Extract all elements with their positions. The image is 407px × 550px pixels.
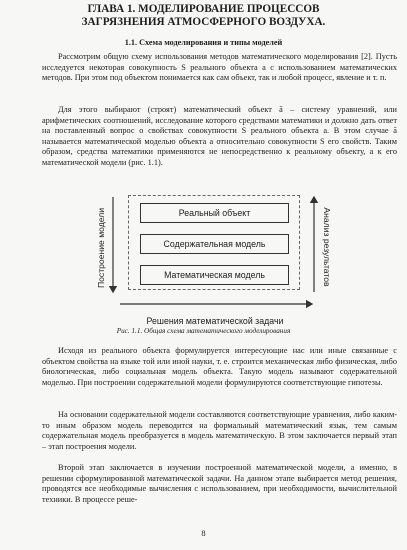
paragraph-2: Для этого выбирают (строят) математический объект ā – систему уравнений, или арифметических соотношений, исследование которого средствами математики и должно дать ответ на поставленный вопрос о свойствах совокупности S реального объекта a. В этом случае ā называется математической моделью объекта a относительно совокупности S его свойств. Таким образом, средства математики применяются не непосредственно к реальному объекту, а к его математической модели (рис. 1.1). <box>42 105 397 167</box>
box-content-model: Содержательная модель <box>140 234 289 254</box>
box-real-object: Реальный объект <box>140 203 289 223</box>
box-math-model: Математическая модель <box>140 265 289 285</box>
page-number: 8 <box>201 528 206 538</box>
bottom-label: Решения математической задачи <box>146 316 284 326</box>
figure-caption: Рис. 1.1. Общая схема математического моделирования <box>116 327 291 335</box>
right-label: Анализ результатов <box>322 207 332 287</box>
left-label: Построение модели <box>96 207 106 289</box>
section-title: 1.1. Схема моделирования и типы моделей <box>124 38 283 47</box>
chapter-title: ГЛАВА 1. МОДЕЛИРОВАНИЕ ПРОЦЕССОВ ЗАГРЯЗНЕНИЯ АТМОСФЕРНОГО ВОЗДУХА. <box>81 3 326 28</box>
paragraph-1: Рассмотрим общую схему использования методов математического моделирования [2]. Пусть исследуется некоторая совокупность S реального объекта a с использованием математических методов. При этом под объектом понимается как сам объект, так и любой процесс, явление и т. п. <box>42 52 397 83</box>
paragraph-3: Исходя из реального объекта формулируется интересующие нас или иные связанные с объектом свойства на языке той или иной науки, т. е. строится механическая либо физическая, либо биологическая, либо социальная модель объекта. Такую модель называют содержательной моделью. При построении содержательной модели формулируются соответствующие гипотезы. <box>42 346 397 387</box>
paragraph-5: Второй этап заключается в изучении построенной математической модели, а именно, в решении сформулированной математической задачи. На данном этапе выбирается метод решения, проводятся все необходимые вычисления с использованием, при необходимости, вычислительной техники. В процессе реше- <box>42 463 397 504</box>
paragraph-4: На основании содержательной модели составляются соответствующие уравнения, либо каким-то иным образом модель переводится на формальный математический язык, тем самым содержательная модель преобразуется в модель математическую. В этом заключается первый этап – этап построения модели. <box>42 410 397 451</box>
